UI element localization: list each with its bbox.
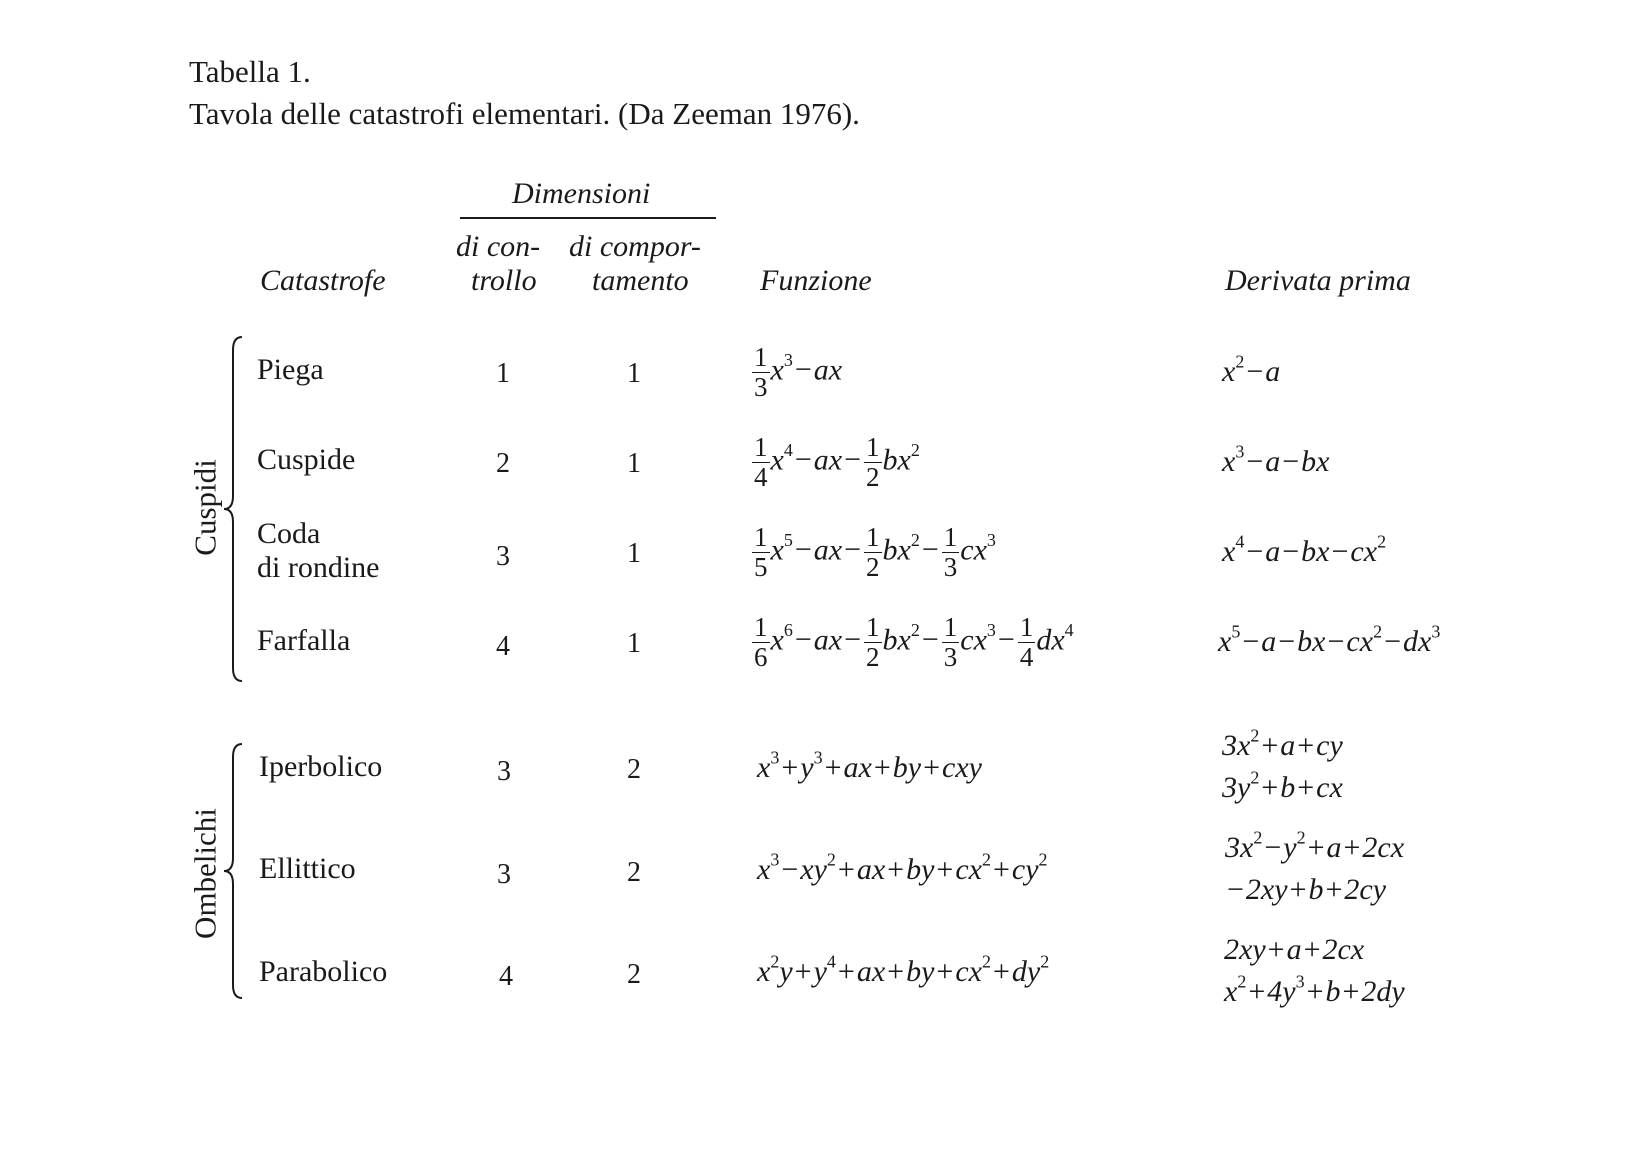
cuspidi-brace [222, 336, 246, 682]
header-funzione: Funzione [760, 264, 872, 297]
row-comportamento-parabolico: 2 [627, 959, 641, 990]
fraction: $\frac{1}{3}$ [943, 522, 958, 582]
row-derivata-coda: $x^4-a-bx-cx^2$ [1222, 531, 1387, 568]
fraction: $\frac{1}{5}$ [754, 522, 768, 582]
row-comportamento-iperbolico: 2 [627, 754, 641, 785]
row-comportamento-cuspide: 1 [627, 448, 641, 479]
row-name-ellittico: Ellittico [259, 852, 356, 885]
row-derivata-parabolico-line2: $x^2+4y^3+b+2dy$ [1224, 971, 1405, 1008]
fraction: $\frac{1}{3}$ [943, 612, 958, 672]
fraction: $\frac{1}{3}$ [754, 342, 768, 402]
row-derivata-iperbolico-line1: $3x^2+a+cy$ [1222, 725, 1343, 762]
row-name-iperbolico: Iperbolico [259, 750, 383, 783]
row-controllo-coda: 3 [496, 541, 510, 572]
row-derivata-farfalla: $x^5-a-bx-cx^2-dx^3$ [1218, 621, 1441, 658]
row-funzione-farfalla: $\frac{1}{6}$ $x^6-ax-$ $\frac{1}{2}$ $bx^2-$ $\frac{1}{3}$ $cx^3-$ $\frac{1}{4}$ $dx^4$ [754, 612, 1074, 672]
fraction: $\frac{1}{2}$ [866, 522, 880, 582]
row-name-farfalla: Farfalla [257, 624, 351, 657]
row-comportamento-ellittico: 2 [627, 857, 641, 888]
row-name-parabolico: Parabolico [259, 955, 388, 988]
row-funzione-piega: $\frac{1}{3}$ $x^3-ax$ [754, 342, 843, 402]
group-label-ombelichi: Ombelichi [187, 808, 223, 939]
row-comportamento-piega: 1 [627, 358, 641, 389]
row-controllo-piega: 1 [496, 358, 510, 389]
table-title: Tavola delle catastrofi elementari. (Da Zeeman 1976). [189, 96, 860, 131]
row-funzione-cuspide: $\frac{1}{4}$ $x^4-ax-$ $\frac{1}{2}$ $bx^2$ [754, 432, 920, 492]
fraction: $\frac{1}{6}$ [754, 612, 768, 672]
row-controllo-cuspide: 2 [496, 448, 510, 479]
table-label: Tabella 1. [189, 54, 311, 89]
header-derivata: Derivata prima [1225, 264, 1411, 297]
header-comportamento-line1: di compor- [569, 230, 701, 263]
row-name-coda-line2: di rondine [257, 551, 380, 584]
row-comportamento-coda: 1 [627, 538, 641, 569]
header-dimensioni-rule [460, 217, 716, 219]
row-controllo-ellittico: 3 [497, 859, 511, 890]
row-funzione-iperbolico: $x^3+y^3+ax+by+cxy$ [757, 747, 982, 784]
row-derivata-ellittico-line1: $3x^2-y^2+a+2cx$ [1225, 827, 1405, 864]
row-funzione-ellittico: $x^3-xy^2+ax+by+cx^2+cy^2$ [757, 849, 1048, 886]
fraction: $\frac{1}{2}$ [866, 432, 880, 492]
row-name-piega: Piega [257, 353, 324, 386]
header-controllo-line2: trollo [471, 264, 537, 297]
fraction: $\frac{1}{4}$ [754, 432, 768, 492]
row-comportamento-farfalla: 1 [627, 628, 641, 659]
header-catastrofe: Catastrofe [260, 264, 386, 297]
header-dimensioni: Dimensioni [512, 177, 651, 210]
row-derivata-iperbolico-line2: $3y^2+b+cx$ [1222, 767, 1343, 804]
row-controllo-iperbolico: 3 [497, 756, 511, 787]
row-controllo-parabolico: 4 [499, 961, 513, 992]
row-derivata-parabolico-line1: 2xy+a+2cx [1224, 933, 1365, 966]
header-controllo-line1: di con- [456, 230, 541, 263]
row-funzione-parabolico: $x^2y+y^4+ax+by+cx^2+dy^2$ [757, 951, 1050, 988]
fraction: $\frac{1}{4}$ [1019, 612, 1034, 672]
row-derivata-ellittico-line2: −2xy+b+2cy [1227, 873, 1387, 906]
row-controllo-farfalla: 4 [496, 631, 510, 662]
ombelichi-brace [222, 743, 246, 999]
row-funzione-coda: $\frac{1}{5}$ $x^5-ax-$ $\frac{1}{2}$ $bx^2-$ $\frac{1}{3}$ $cx^3$ [754, 522, 996, 582]
group-label-cuspidi: Cuspidi [187, 459, 223, 556]
row-name-coda-line1: Coda [257, 517, 321, 550]
fraction: $\frac{1}{2}$ [866, 612, 880, 672]
header-comportamento-line2: tamento [592, 264, 689, 297]
row-derivata-piega: $x^2-a$ [1222, 351, 1281, 388]
row-derivata-cuspide: $x^3-a-bx$ [1222, 441, 1330, 478]
row-name-cuspide: Cuspide [257, 443, 356, 476]
